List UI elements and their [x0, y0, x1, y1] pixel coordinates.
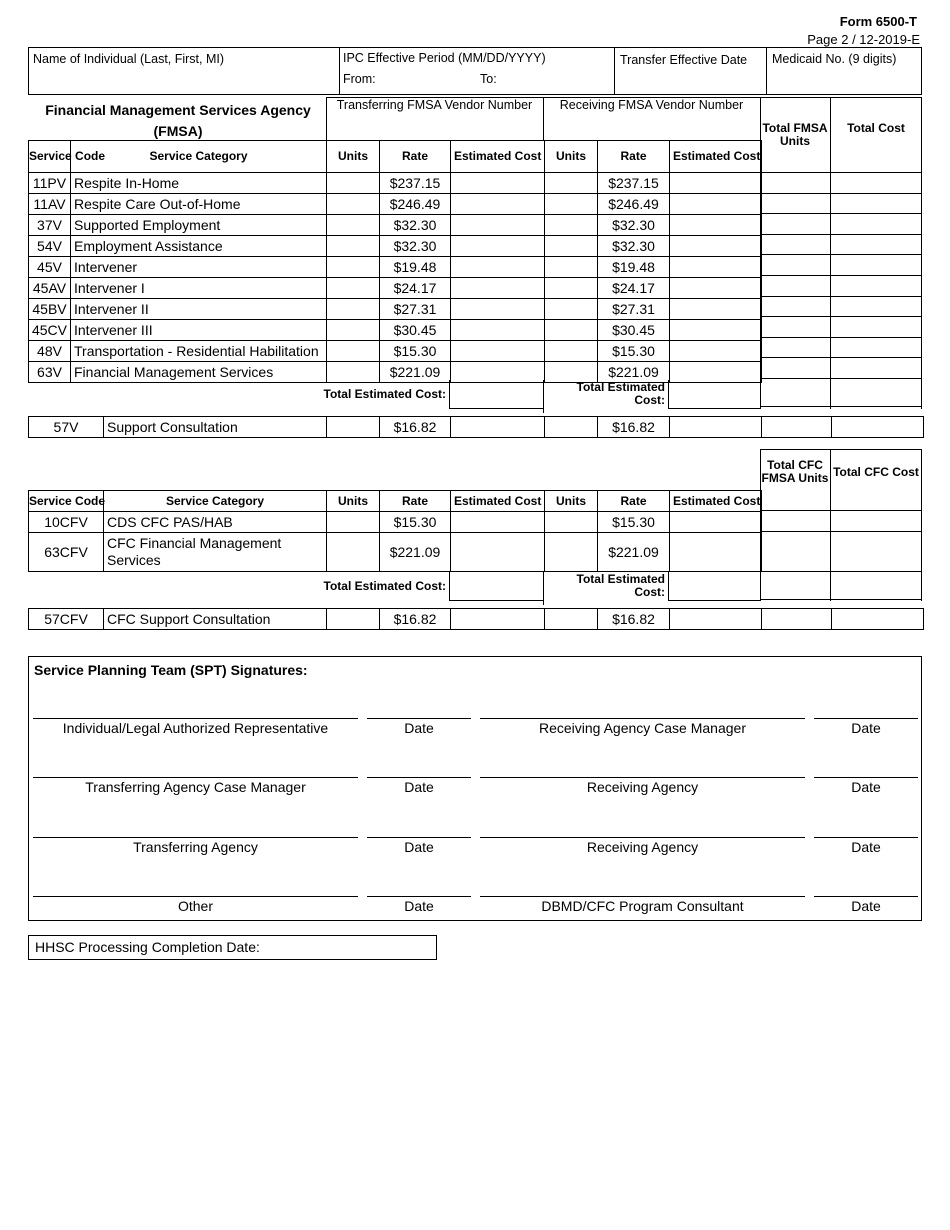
total-cost-field[interactable] — [831, 235, 921, 255]
table-row — [29, 194, 762, 215]
total-cfc-cost-label: Total CFC Cost — [833, 465, 919, 479]
units-field[interactable] — [327, 362, 380, 383]
estimated-cost-field[interactable] — [670, 533, 762, 572]
units-field[interactable] — [327, 173, 380, 194]
signature-label: DBMD/CFC Program Consultant — [541, 898, 744, 914]
units-field[interactable] — [545, 320, 598, 341]
total-units-field[interactable] — [760, 235, 830, 255]
rate: $27.31 — [380, 299, 451, 320]
col-estimated-cost: Estimated Cost — [451, 141, 545, 173]
date-label: Date — [851, 839, 881, 855]
total-cost-field[interactable] — [832, 609, 924, 630]
estimated-cost-field[interactable] — [670, 194, 762, 215]
date-line-left[interactable] — [367, 777, 471, 778]
date-line-left[interactable] — [367, 837, 471, 838]
date-label: Date — [851, 720, 881, 736]
rate: $221.09 — [598, 533, 670, 572]
units-field[interactable] — [327, 320, 380, 341]
rate: $19.48 — [380, 257, 451, 278]
table-row — [29, 533, 762, 572]
date-label: Date — [404, 898, 434, 914]
units-field[interactable] — [545, 257, 598, 278]
total-units-field[interactable] — [760, 317, 830, 337]
fmsa-support-table — [28, 416, 924, 438]
units-field[interactable] — [327, 533, 380, 572]
units-field[interactable] — [327, 609, 380, 630]
signatures-title: Service Planning Team (SPT) Signatures: — [34, 662, 308, 678]
col-units: Units — [545, 491, 598, 512]
col-rate: Rate — [380, 141, 451, 173]
rate: $221.09 — [598, 362, 670, 383]
total-cost-field[interactable] — [831, 317, 921, 337]
col-estimated-cost: Estimated Cost — [670, 491, 762, 512]
transfer-label: Transfer Effective Date — [620, 53, 748, 67]
service-category: Intervener — [71, 257, 327, 278]
total-units-field[interactable] — [760, 276, 830, 296]
rate: $15.30 — [598, 341, 670, 362]
service-category: CFC Financial Management Services — [104, 533, 327, 572]
service-code: 37V — [29, 215, 71, 236]
estimated-cost-field[interactable] — [451, 215, 545, 236]
units-field[interactable] — [327, 299, 380, 320]
receiving-total-label-1: Total Estimated — [576, 380, 665, 394]
estimated-cost-field[interactable] — [670, 215, 762, 236]
rate: $16.82 — [380, 609, 451, 630]
table-row — [29, 341, 762, 362]
date-label: Date — [851, 779, 881, 795]
table-row — [29, 417, 924, 438]
service-category: CFC Support Consultation — [104, 609, 327, 630]
signature-line-right[interactable] — [480, 837, 805, 838]
service-code: 54V — [29, 236, 71, 257]
estimated-cost-field[interactable] — [451, 341, 545, 362]
total-units-field[interactable] — [760, 214, 830, 234]
estimated-cost-field[interactable] — [670, 278, 762, 299]
total-units-field[interactable] — [760, 511, 830, 531]
signature-label: Transferring Agency Case Manager — [85, 779, 306, 795]
estimated-cost-field[interactable] — [670, 173, 762, 194]
rate: $221.09 — [380, 362, 451, 383]
signature-line-right[interactable] — [480, 896, 805, 897]
rate: $32.30 — [598, 236, 670, 257]
total-units-field[interactable] — [760, 338, 830, 358]
transferring-vendor-label: Transferring FMSA Vendor Number — [336, 98, 533, 112]
table-row — [29, 299, 762, 320]
service-code: 57V — [29, 417, 104, 438]
total-cost-field[interactable] — [832, 417, 924, 438]
service-category: Transportation - Residential Habilitation — [71, 341, 327, 362]
estimated-cost-field[interactable] — [670, 341, 762, 362]
units-field[interactable] — [545, 512, 598, 533]
estimated-cost-field[interactable] — [451, 512, 545, 533]
total-units-field[interactable] — [760, 297, 830, 317]
signature-line-right[interactable] — [480, 718, 805, 719]
to-field[interactable] — [500, 70, 610, 90]
rate: $32.30 — [598, 215, 670, 236]
table-row — [29, 257, 762, 278]
service-category: Financial Management Services — [71, 362, 327, 383]
total-units-field[interactable] — [760, 194, 830, 214]
units-field[interactable] — [545, 194, 598, 215]
units-field[interactable] — [545, 299, 598, 320]
cfc-transferring-total-cost-field[interactable] — [449, 572, 544, 601]
service-code: 63CFV — [29, 533, 104, 572]
estimated-cost-field[interactable] — [670, 609, 762, 630]
medicaid-field[interactable] — [770, 70, 918, 92]
signature-line-right[interactable] — [480, 777, 805, 778]
from-field[interactable] — [380, 70, 470, 90]
units-field[interactable] — [327, 194, 380, 215]
fmsa-table — [28, 140, 762, 383]
service-code: 11PV — [29, 173, 71, 194]
col-service-code: Service Code — [29, 491, 104, 512]
service-code: 57CFV — [29, 609, 104, 630]
col-rate: Rate — [380, 491, 451, 512]
signature-line-left[interactable] — [33, 777, 358, 778]
total-cost-field[interactable] — [831, 511, 921, 531]
estimated-cost-field[interactable] — [451, 533, 545, 572]
col-service-category: Service Category — [104, 491, 327, 512]
col-estimated-cost: Estimated Cost — [451, 491, 545, 512]
signature-line-left[interactable] — [33, 837, 358, 838]
service-category: Respite Care Out-of-Home — [71, 194, 327, 215]
rate: $15.30 — [380, 512, 451, 533]
estimated-cost-field[interactable] — [670, 417, 762, 438]
rate: $19.48 — [598, 257, 670, 278]
date-label: Date — [851, 898, 881, 914]
ipc-label: IPC Effective Period (MM/DD/YYYY) — [343, 51, 546, 65]
date-label: Date — [404, 720, 434, 736]
total-units-field[interactable] — [760, 532, 830, 571]
col-rate: Rate — [598, 141, 670, 173]
signature-label: Receiving Agency Case Manager — [538, 720, 746, 736]
col-rate: Rate — [598, 491, 670, 512]
units-field[interactable] — [327, 512, 380, 533]
rate: $237.15 — [380, 173, 451, 194]
total-cost-field[interactable] — [831, 297, 921, 317]
units-field[interactable] — [545, 609, 598, 630]
total-cost-field[interactable] — [831, 276, 921, 296]
date-label: Date — [404, 839, 434, 855]
total-units-field[interactable] — [760, 173, 830, 193]
total-units-field[interactable] — [762, 417, 832, 438]
estimated-cost-field[interactable] — [670, 320, 762, 341]
table-row — [29, 236, 762, 257]
rate: $32.30 — [380, 215, 451, 236]
date-line-right[interactable] — [814, 896, 918, 897]
table-row — [29, 320, 762, 341]
units-field[interactable] — [327, 278, 380, 299]
date-label: Date — [404, 779, 434, 795]
date-line-left[interactable] — [367, 896, 471, 897]
col-service-category: Service Category — [71, 141, 327, 173]
date-line-right[interactable] — [814, 777, 918, 778]
service-code: 45BV — [29, 299, 71, 320]
estimated-cost-field[interactable] — [451, 320, 545, 341]
total-cost-field[interactable] — [831, 194, 921, 214]
total-cost-field[interactable] — [831, 255, 921, 275]
estimated-cost-field[interactable] — [670, 236, 762, 257]
total-units-field[interactable] — [760, 358, 830, 378]
service-category: Intervener III — [71, 320, 327, 341]
estimated-cost-field[interactable] — [670, 257, 762, 278]
service-category: Intervener II — [71, 299, 327, 320]
rate: $16.82 — [598, 609, 670, 630]
estimated-cost-field[interactable] — [451, 194, 545, 215]
rate: $246.49 — [380, 194, 451, 215]
signature-label: Receiving Agency — [586, 779, 699, 795]
service-code: 45AV — [29, 278, 71, 299]
table-row — [29, 609, 924, 630]
signature-label: Individual/Legal Authorized Representative — [62, 720, 329, 736]
units-field[interactable] — [327, 215, 380, 236]
date-line-right[interactable] — [814, 837, 918, 838]
col-units: Units — [327, 141, 380, 173]
signature-label: Receiving Agency — [586, 839, 699, 855]
units-field[interactable] — [545, 215, 598, 236]
cfc-receiving-total-label-1: Total Estimated — [576, 572, 665, 586]
estimated-cost-field[interactable] — [451, 257, 545, 278]
cfc-receiving-total-cost-field[interactable] — [668, 572, 761, 601]
cfc-support-table — [28, 608, 924, 630]
estimated-cost-field[interactable] — [670, 512, 762, 533]
table-row — [29, 512, 762, 533]
name-field[interactable] — [30, 70, 335, 92]
name-label: Name of Individual (Last, First, MI) — [33, 52, 225, 66]
total-fmsa-units-label: Total FMSA Units — [762, 121, 828, 148]
total-cost-label: Total Cost — [847, 121, 905, 135]
rate: $246.49 — [598, 194, 670, 215]
service-code: 48V — [29, 341, 71, 362]
estimated-cost-field[interactable] — [451, 417, 545, 438]
page-number: Page 2 / 12-2019-E — [807, 32, 920, 47]
date-line-right[interactable] — [814, 718, 918, 719]
units-field[interactable] — [545, 417, 598, 438]
col-units: Units — [327, 491, 380, 512]
service-code: 10CFV — [29, 512, 104, 533]
rate: $15.30 — [380, 341, 451, 362]
rate: $16.82 — [598, 417, 670, 438]
rate: $27.31 — [598, 299, 670, 320]
total-units-field[interactable] — [760, 255, 830, 275]
col-estimated-cost: Estimated Cost — [670, 141, 762, 173]
table-row — [29, 173, 762, 194]
fmsa-title: Financial Management Services Agency (FMSA) — [45, 102, 311, 139]
service-category: Support Consultation — [104, 417, 327, 438]
service-category: Intervener I — [71, 278, 327, 299]
estimated-cost-field[interactable] — [451, 609, 545, 630]
transfer-date-field[interactable] — [618, 70, 763, 92]
to-label: To: — [480, 72, 497, 86]
rate: $237.15 — [598, 173, 670, 194]
service-code: 11AV — [29, 194, 71, 215]
total-cost-field[interactable] — [831, 173, 921, 193]
units-field[interactable] — [545, 236, 598, 257]
units-field[interactable] — [545, 533, 598, 572]
total-cost-field[interactable] — [831, 358, 921, 378]
from-label: From: — [343, 72, 376, 86]
service-category: CDS CFC PAS/HAB — [104, 512, 327, 533]
rate: $32.30 — [380, 236, 451, 257]
units-field[interactable] — [545, 278, 598, 299]
form-number: Form 6500-T — [839, 14, 917, 29]
col-service-code: Service Code — [29, 141, 71, 173]
rate: $24.17 — [598, 278, 670, 299]
signature-line-left[interactable] — [33, 718, 358, 719]
receiving-total-label-2: Cost: — [634, 393, 665, 407]
rate: $30.45 — [380, 320, 451, 341]
units-field[interactable] — [327, 257, 380, 278]
units-field[interactable] — [545, 341, 598, 362]
table-row — [29, 215, 762, 236]
service-code: 45CV — [29, 320, 71, 341]
estimated-cost-field[interactable] — [451, 299, 545, 320]
hhsc-label: HHSC Processing Completion Date: — [35, 939, 260, 955]
signature-label: Other — [177, 898, 213, 914]
cfc-receiving-total-label-2: Cost: — [634, 585, 665, 599]
signature-line-left[interactable] — [33, 896, 358, 897]
total-cost-field[interactable] — [831, 532, 921, 571]
service-code: 63V — [29, 362, 71, 383]
total-cfc-fmsa-units-label: Total CFC FMSA Units — [761, 458, 829, 485]
service-category: Supported Employment — [71, 215, 327, 236]
service-category: Employment Assistance — [71, 236, 327, 257]
estimated-cost-field[interactable] — [451, 173, 545, 194]
units-field[interactable] — [327, 417, 380, 438]
total-estimated-cost-label: Total Estimated Cost: — [323, 387, 446, 401]
rate: $221.09 — [380, 533, 451, 572]
estimated-cost-field[interactable] — [451, 278, 545, 299]
estimated-cost-field[interactable] — [451, 236, 545, 257]
date-line-left[interactable] — [367, 718, 471, 719]
service-category: Respite In-Home — [71, 173, 327, 194]
signature-label: Transferring Agency — [133, 839, 258, 855]
rate: $15.30 — [598, 512, 670, 533]
estimated-cost-field[interactable] — [670, 299, 762, 320]
units-field[interactable] — [327, 341, 380, 362]
transferring-total-cost-field[interactable] — [449, 380, 544, 409]
receiving-total-cost-field[interactable] — [668, 380, 761, 409]
rate: $24.17 — [380, 278, 451, 299]
cfc-table — [28, 490, 762, 572]
rate: $16.82 — [380, 417, 451, 438]
rate: $30.45 — [598, 320, 670, 341]
table-row — [29, 278, 762, 299]
cfc-total-estimated-cost-label: Total Estimated Cost: — [323, 579, 446, 593]
units-field[interactable] — [327, 236, 380, 257]
total-units-field[interactable] — [762, 609, 832, 630]
units-field[interactable] — [545, 173, 598, 194]
col-units: Units — [545, 141, 598, 173]
medicaid-label: Medicaid No. (9 digits) — [772, 52, 897, 66]
service-code: 45V — [29, 257, 71, 278]
total-cost-field[interactable] — [831, 214, 921, 234]
total-cost-field[interactable] — [831, 338, 921, 358]
receiving-vendor-label: Receiving FMSA Vendor Number — [559, 98, 744, 112]
